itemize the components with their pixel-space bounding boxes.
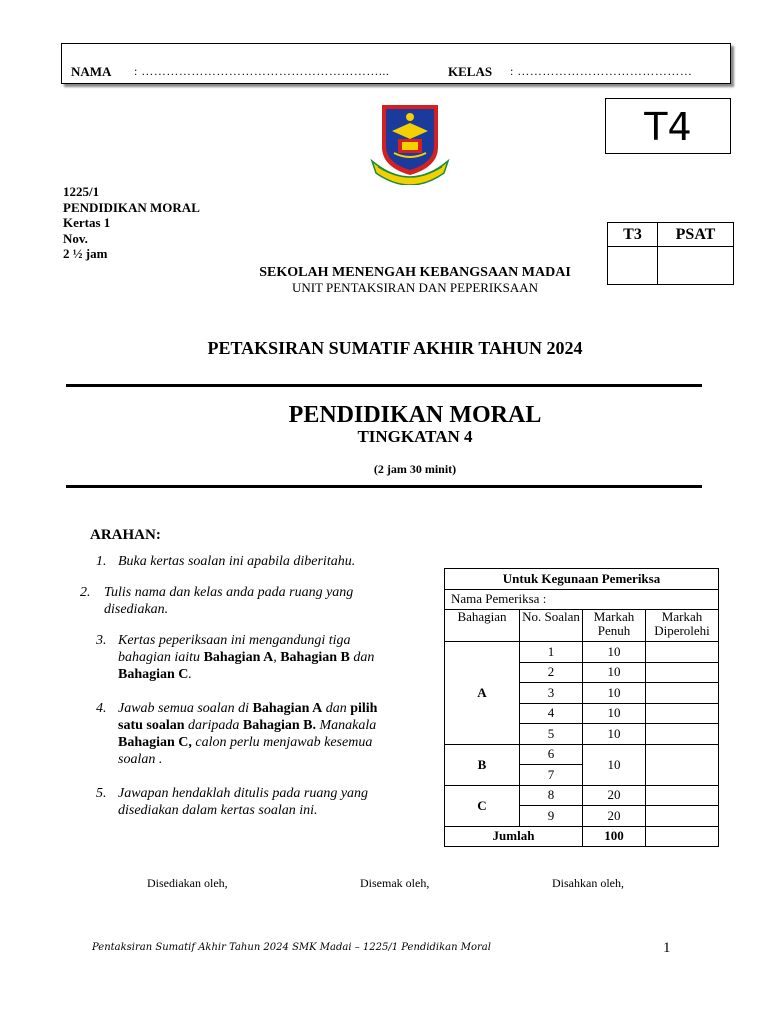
section-b-label: B [445,744,520,785]
nama-field[interactable]: : …………………………………………………... [134,64,390,78]
paper-duration: 2 ½ jam [63,246,108,261]
question-number: 4 [520,703,583,724]
full-marks: 20 [583,785,646,806]
psat-cell[interactable] [658,247,734,285]
question-number: 2 [520,662,583,683]
marks-obtained-cell[interactable] [646,703,719,724]
question-number: 1 [520,642,583,663]
question-number: 7 [520,765,583,786]
examiner-table-title: Untuk Kegunaan Pemeriksa [445,569,719,590]
col-header-no-soalan: No. Soalan [520,610,583,642]
instruction-5: 5. Jawapan hendaklah ditulis pada ruang yang disediakan dalam kertas soalan ini. [96,786,369,818]
full-marks: 10 [583,744,646,785]
examiner-table [444,568,719,847]
exam-title: PETAKSIRAN SUMATIF AKHIR TAHUN 2024 [207,338,583,358]
subject-duration: (2 jam 30 minit) [373,462,457,476]
paper-number: Kertas 1 [63,215,111,230]
school-heading [220,265,610,295]
marks-obtained-cell[interactable] [646,683,719,704]
instruction-4-text: Jawab semua soalan di Bahagian A dan pilih satu soalan daripada Bahagian B. Manakala Bahagian C, calon perlu menjawab kesemua soalan . [118,701,378,767]
instruction-3: 3. Kertas peperiksaan ini mengandungi tiga bahagian iaitu Bahagian A, Bahagian B dan Bahagian C. [96,632,396,683]
page-footer: Pentaksiran Sumatif Akhir Tahun 2024 SMK Madai – 1225/1 Pendidikan Moral [92,942,491,953]
instruction-4: 4. Jawab semua soalan di Bahagian A dan pilih satu soalan daripada Bahagian B. Manakala Bahagian C, calon perlu menjawab kesemua soalan . [96,700,396,768]
question-number: 8 [520,785,583,806]
question-number: 5 [520,724,583,745]
col-header-markah-diperolehi: Markah Diperolehi [646,610,719,642]
question-number: 6 [520,744,583,765]
marks-obtained-cell[interactable] [646,642,719,663]
signature-checked: Disemak oleh, [360,876,430,890]
full-marks: 10 [583,703,646,724]
total-obtained-cell[interactable] [646,826,719,847]
page-number: 1 [663,940,671,956]
t3-cell[interactable] [608,247,658,285]
kelas-field[interactable]: : …………………………………… [510,64,693,78]
signature-approved: Disahkan oleh, [552,876,624,890]
full-marks: 10 [583,642,646,663]
full-marks: 10 [583,724,646,745]
t3-header: T3 [608,223,658,247]
subject-title: PENDIDIKAN MORAL [288,402,542,428]
paper-code: 1225/1 [63,184,100,199]
subject-form: TINGKATAN 4 [357,427,473,446]
instruction-1: 1. Buka kertas soalan ini apabila diberitahu. [96,554,356,569]
marks-obtained-cell[interactable] [646,806,719,827]
question-number: 3 [520,683,583,704]
instruction-2: 2. Tulis nama dan kelas anda pada ruang yang disediakan. [80,585,354,617]
col-header-markah-penuh: Markah Penuh [583,610,646,642]
psat-header: PSAT [658,223,734,247]
grade-box: T4 [605,98,731,154]
nama-label: NAMA [71,64,112,79]
school-crest-logo [368,101,452,185]
signature-prepared: Disediakan oleh, [147,876,228,890]
full-marks: 20 [583,806,646,827]
divider-bottom [66,485,702,488]
instruction-3-text: Kertas peperiksaan ini mengandungi tiga bahagian iaitu Bahagian A, Bahagian B dan Bahagian C. [118,633,375,682]
col-header-bahagian: Bahagian [445,610,520,642]
marks-obtained-cell[interactable] [646,744,719,785]
name-class-box [61,43,731,84]
paper-month: Nov. [63,230,88,246]
full-marks: 10 [583,662,646,683]
section-a-label: A [445,642,520,745]
school-unit: UNIT PENTAKSIRAN DAN PEPERIKSAAN [291,280,539,295]
paper-subject: PENDIDIKAN MORAL [63,199,200,215]
school-name: SEKOLAH MENENGAH KEBANGSAAN MADAI [259,265,571,280]
marks-obtained-cell[interactable] [646,724,719,745]
full-marks: 10 [583,683,646,704]
section-c-label: C [445,785,520,826]
total-label: Jumlah [445,826,583,847]
arahan-heading: ARAHAN: [90,527,161,543]
t3-psat-table [607,222,734,285]
question-number: 9 [520,806,583,827]
paper-info [63,184,200,262]
kelas-label: KELAS [448,64,493,79]
divider-top [66,384,702,387]
examiner-name-field[interactable]: Nama Pemeriksa : [445,589,719,610]
subject-block [100,404,730,480]
marks-obtained-cell[interactable] [646,785,719,806]
marks-obtained-cell[interactable] [646,662,719,683]
total-marks: 100 [583,826,646,847]
